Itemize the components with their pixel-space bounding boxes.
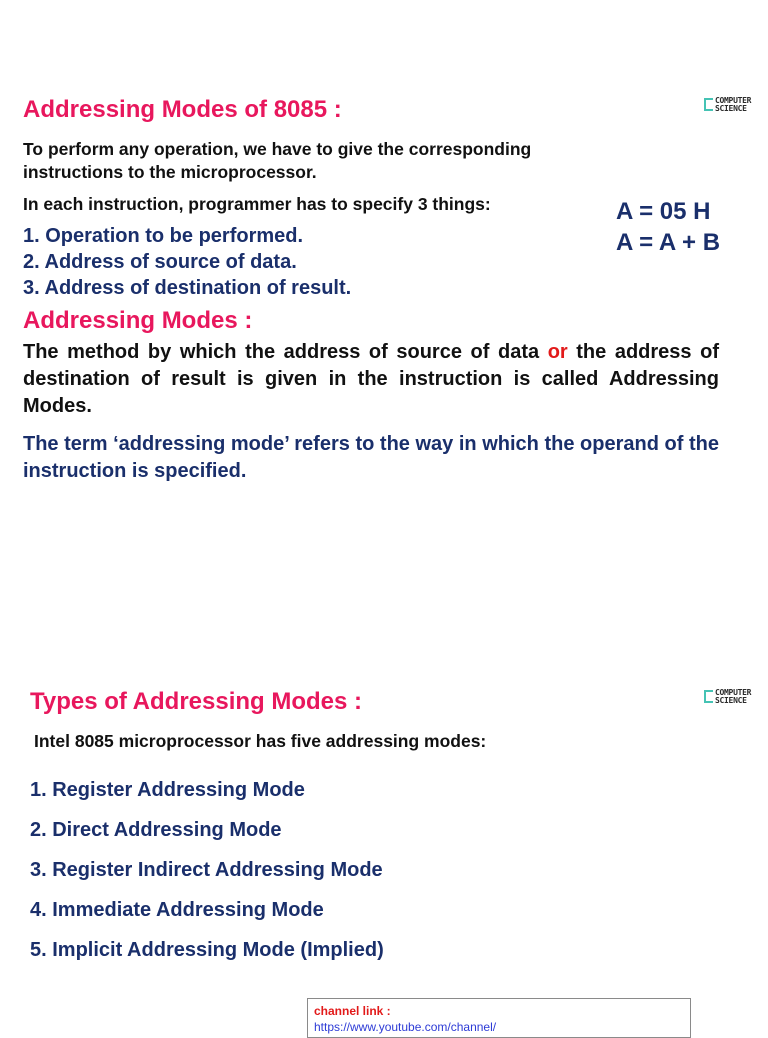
list-item: 3. Address of destination of result. [23,277,352,299]
definition-or-emphasis: or [547,341,568,363]
logo-line-2: SCIENCE [715,696,747,705]
intro-line-2: instructions to the microprocessor. [23,162,317,182]
list-item: 2. Address of source of data. [23,251,297,273]
term-paragraph: The term ‘addressing mode’ refers to the way in which the operand of the instruction is specified. [23,433,719,482]
definition-text: The method by which the address of source of data [23,341,548,363]
intro-line-1: To perform any operation, we have to give the corresponding [23,139,532,159]
list-item: 5. Implicit Addressing Mode (Implied) [30,939,384,961]
example-expressions [616,196,720,258]
logo-bracket-icon [704,98,713,111]
slide-title: Addressing Modes of 8085 : [23,96,342,123]
list-item: 1. Operation to be performed. [23,225,304,247]
logo-line-1: COMPUTER [715,688,752,697]
definition-paragraph [23,339,719,420]
requirements-list [23,223,583,301]
list-item: 3. Register Indirect Addressing Mode [30,859,383,881]
intro-paragraph [23,138,623,184]
intro-text: Intel 8085 microprocessor has five addressing modes: [34,731,487,751]
section-subtitle: Addressing Modes : [23,307,253,334]
logo-line-2: SCIENCE [715,104,747,113]
list-item: 4. Immediate Addressing Mode [30,899,324,921]
logo-line-1: COMPUTER [715,96,752,105]
list-item: 1. Register Addressing Mode [30,779,305,801]
computer-science-logo [704,97,768,115]
definition-text-end: the address of destination of result is given in the instruction is called Addressing Modes. [23,341,719,417]
channel-link-box [307,998,691,1038]
logo-bracket-icon [704,690,713,703]
slide-title: Types of Addressing Modes : [30,688,363,715]
specify-text: In each instruction, programmer has to specify 3 things: [23,194,491,214]
computer-science-logo [704,689,768,707]
channel-link-url[interactable]: https://www.youtube.com/channel/ [314,1020,497,1034]
example-line-2: A = A + B [616,229,721,256]
list-item: 2. Direct Addressing Mode [30,819,282,841]
modes-list [30,770,630,970]
slide-types-of-addressing-modes [0,660,768,1024]
example-line-1: A = 05 H [616,198,711,225]
channel-link-label: channel link : [314,1004,391,1018]
